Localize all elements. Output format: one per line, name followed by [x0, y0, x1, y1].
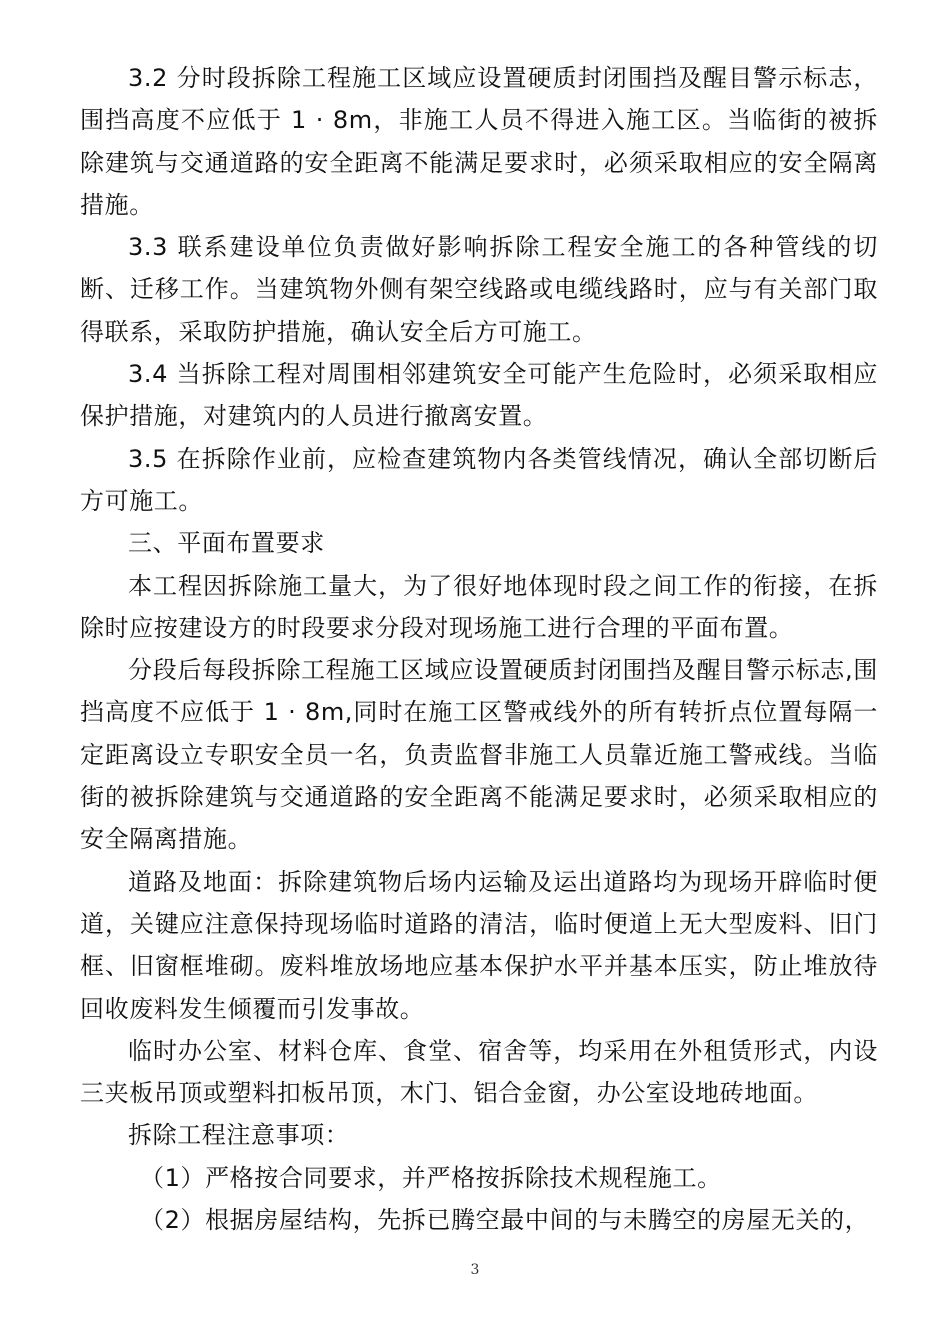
paragraph-3-3: 3.3 联系建设单位负责做好影响拆除工程安全施工的各种管线的切断、迁移工作。当建筑物外侧有架空线路或电缆线路时，应与有关部门取得联系，采取防护措施，确认安全后方可施工。 [80, 233, 878, 346]
document-body [80, 57, 878, 1241]
paragraph-3-5: 3.5 在拆除作业前，应检查建筑物内各类管线情况，确认全部切断后方可施工。 [80, 444, 878, 515]
paragraph-layout-intro: 本工程因拆除施工量大，为了很好地体现时段之间工作的衔接，在拆除时应按建设方的时段要求分段对现场施工进行合理的平面布置。 [80, 571, 878, 642]
paragraph-segment-enclosure: 分段后每段拆除工程施工区域应设置硬质封闭围挡及醒目警示标志,围挡高度不应低于 1 · 8m,同时在施工区警戒线外的所有转折点位置每隔一定距离设立专职安全员一名，负责监督非施工人员靠近施工警戒线。当临街的被拆除建筑与交通道路的安全距离不能满足要求时，必须采取相应的安全隔离措施。 [80, 656, 878, 854]
page-number: 3 [470, 1262, 480, 1278]
list-item-1: （1）严格按合同要求，并严格按拆除技术规程施工。 [140, 1163, 722, 1192]
paragraph-temporary-facilities: 临时办公室、材料仓库、食堂、宿舍等，均采用在外租赁形式，内设三夹板吊顶或塑料扣板吊顶，木门、铝合金窗，办公室设地砖地面。 [80, 1036, 878, 1108]
paragraph-notes-heading: 拆除工程注意事项： [128, 1121, 350, 1150]
paragraph-3-4: 3.4 当拆除工程对周围相邻建筑安全可能产生危险时，必须采取相应保护措施，对建筑内的人员进行撤离安置。 [80, 360, 878, 431]
section-heading-layout: 三、平面布置要求 [128, 529, 325, 558]
list-item-2: （2）根据房屋结构，先拆已腾空最中间的与未腾空的房屋无关的， [140, 1206, 870, 1235]
paragraph-3-2: 3.2 分时段拆除工程施工区域应设置硬质封闭围挡及醒目警示标志，围挡高度不应低于 1 · 8m，非施工人员不得进入施工区。当临街的被拆除建筑与交通道路的安全距离不能满足要求时，必须采取相应的安全隔离措施。 [80, 64, 878, 219]
paragraph-roads: 道路及地面：拆除建筑物后场内运输及运出道路均为现场开辟临时便道，关键应注意保持现场临时道路的清洁，临时便道上无大型废料、旧门框、旧窗框堆砌。废料堆放场地应基本保护水平并基本压实，防止堆放待回收废料发生倾覆而引发事故。 [80, 867, 878, 1023]
